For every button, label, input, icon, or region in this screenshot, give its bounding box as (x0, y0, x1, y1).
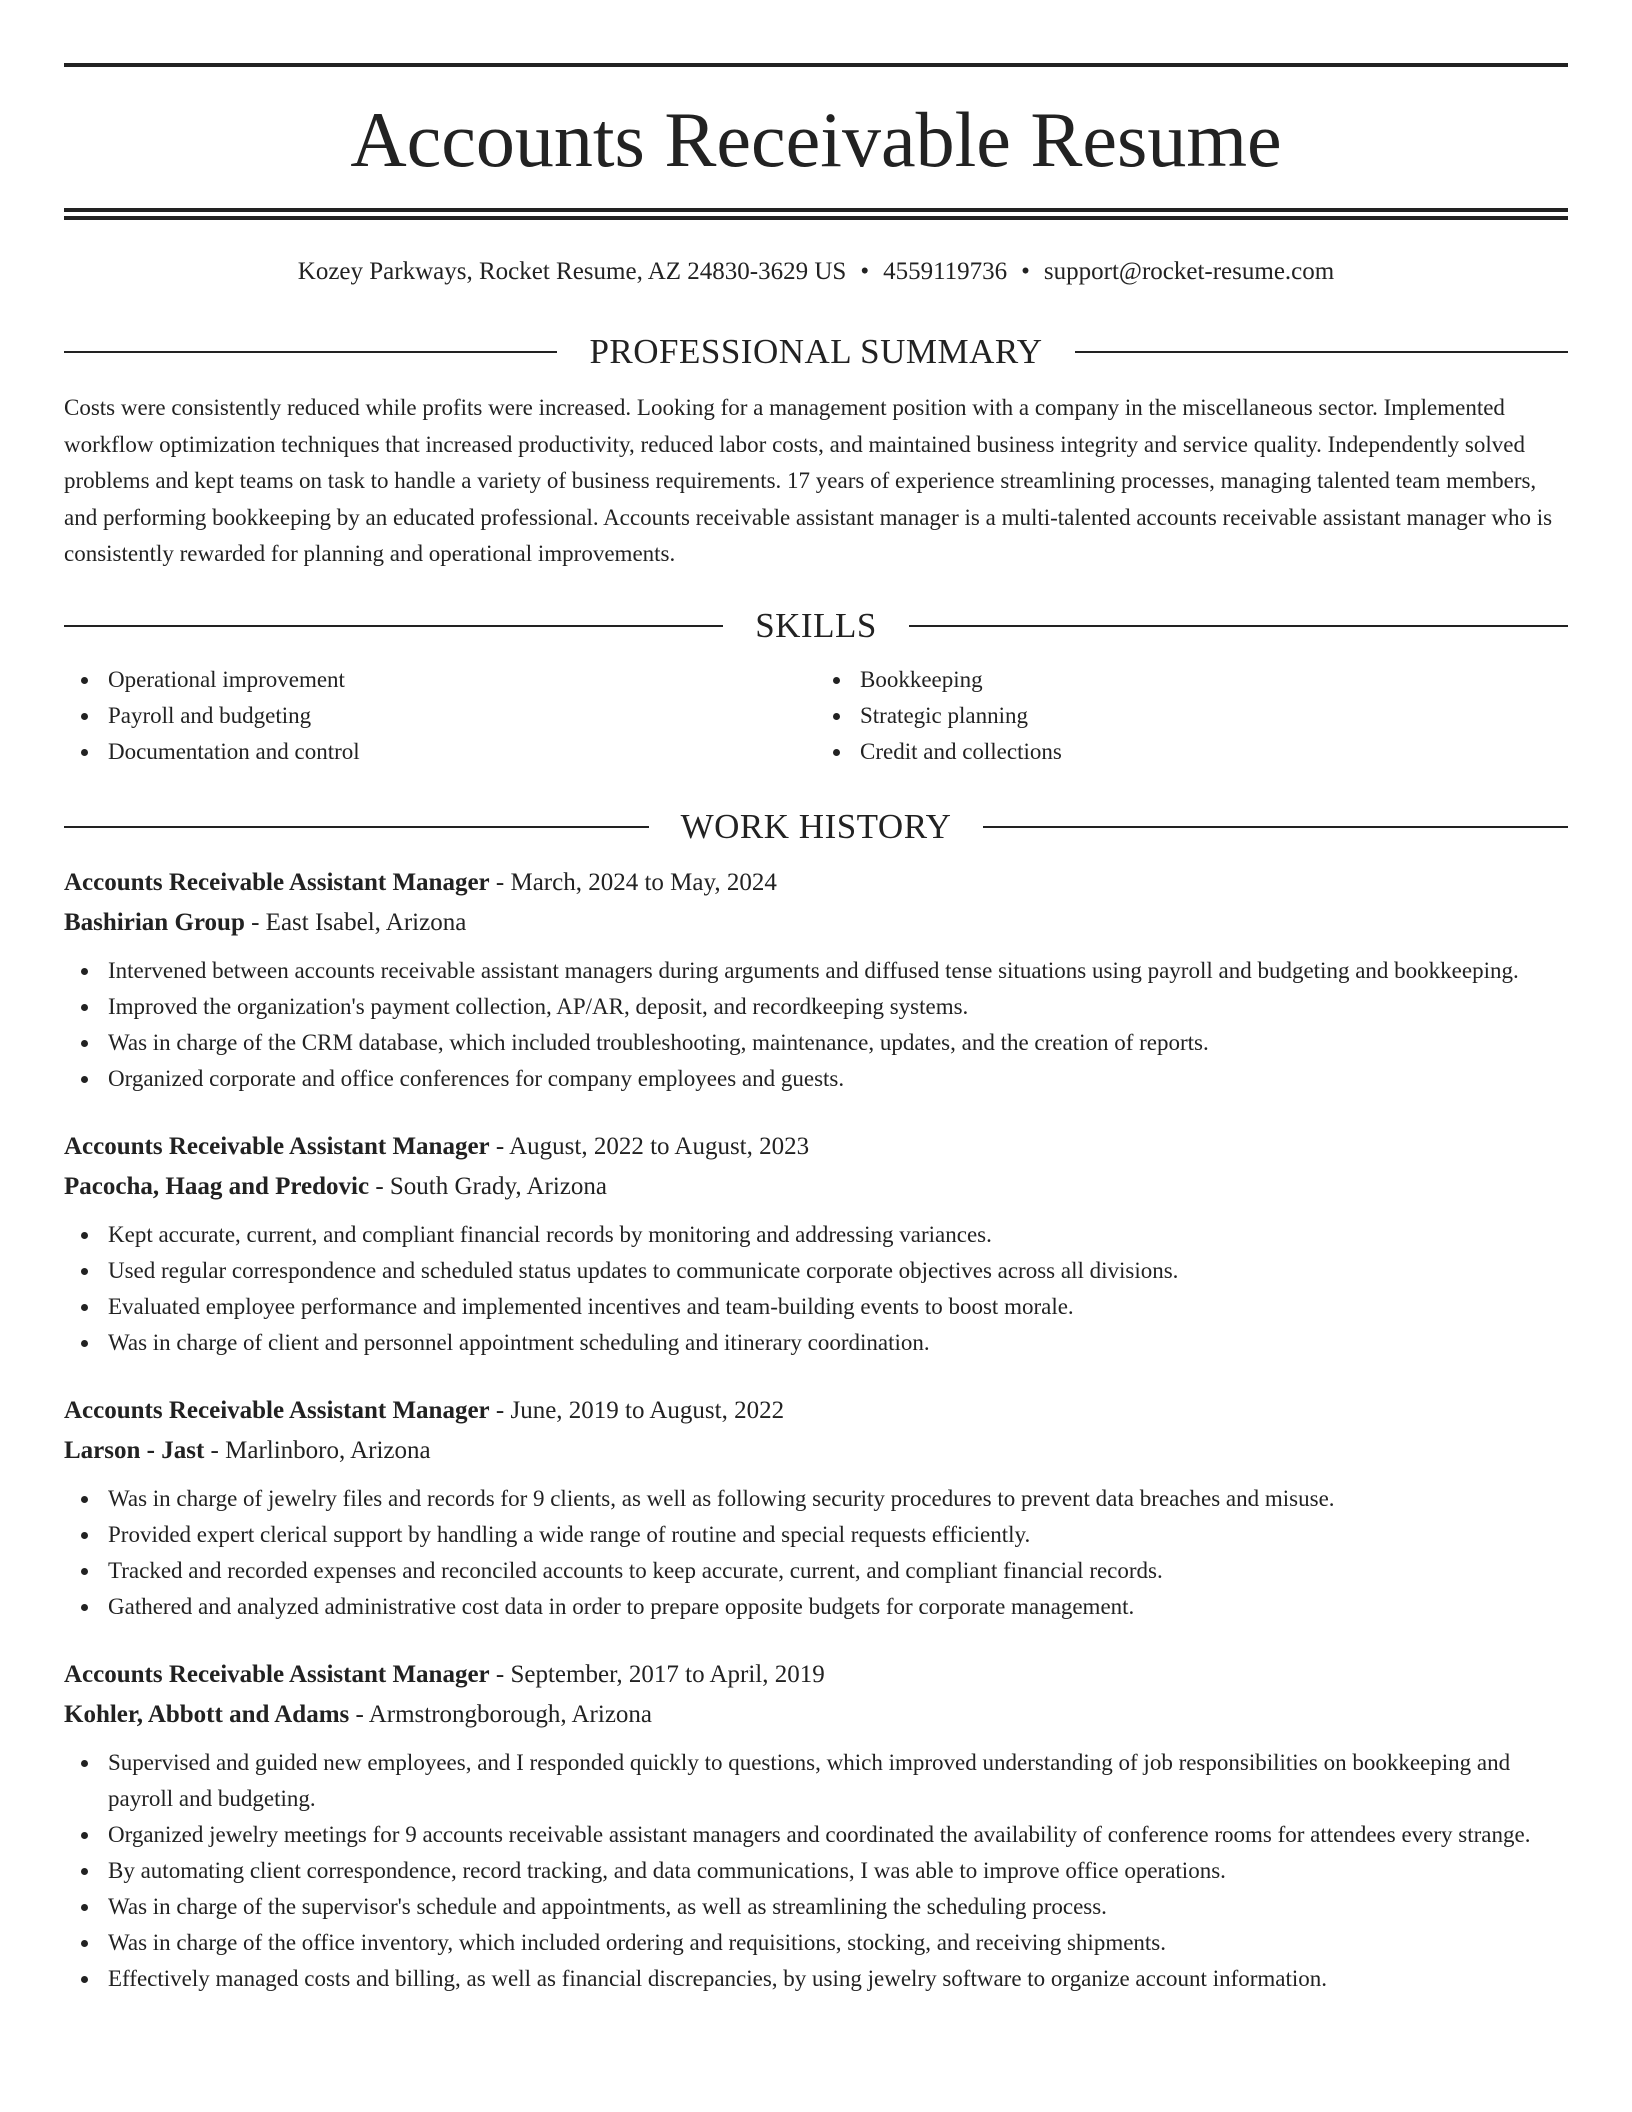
skill-item: Operational improvement (64, 662, 816, 698)
job-bullet: Improved the organization's payment collection, AP/AR, deposit, and recordkeeping systems. (64, 989, 1568, 1025)
heading-rule-left (64, 826, 649, 828)
job-dates: - June, 2019 to August, 2022 (495, 1397, 785, 1424)
job-bullet: Evaluated employee performance and implemented incentives and team-building events to boost morale. (64, 1289, 1568, 1325)
section-heading (64, 805, 1568, 849)
job-location: - Marlinboro, Arizona (210, 1437, 431, 1464)
job-bullets (64, 1217, 1568, 1361)
job-entry (64, 1127, 1568, 1361)
skill-item: Bookkeeping (816, 662, 1568, 698)
job-company-line (64, 1431, 1568, 1471)
job-bullet: Supervised and guided new employees, and I responded quickly to questions, which improved understanding of job responsibilities on bookkeeping and payroll and budgeting. (64, 1745, 1568, 1817)
company-name: Pacocha, Haag and Predovic (64, 1173, 370, 1200)
contact-phone: 4559119736 (883, 258, 1008, 285)
job-bullet: Organized corporate and office conferences for company employees and guests. (64, 1061, 1568, 1097)
job-location: - South Grady, Arizona (375, 1173, 607, 1200)
contact-line (64, 252, 1568, 292)
skills-list-left (64, 662, 816, 770)
job-bullet: Tracked and recorded expenses and reconciled accounts to keep accurate, current, and compliant financial records. (64, 1553, 1568, 1589)
section-heading (64, 604, 1568, 648)
section-title: WORK HISTORY (680, 807, 952, 846)
heading-rule-left (64, 625, 723, 627)
job-company-line (64, 1695, 1568, 1735)
section-title: PROFESSIONAL SUMMARY (589, 332, 1043, 371)
job-title: Accounts Receivable Assistant Manager (64, 869, 490, 896)
job-bullets (64, 953, 1568, 1097)
job-dates: - September, 2017 to April, 2019 (495, 1661, 825, 1688)
section-title: SKILLS (755, 606, 877, 645)
job-bullet: Kept accurate, current, and compliant financial records by monitoring and addressing variances. (64, 1217, 1568, 1253)
section-heading (64, 330, 1568, 374)
contact-email: support@rocket-resume.com (1043, 258, 1335, 285)
heading-rule-right (1075, 351, 1568, 353)
job-title-line (64, 1391, 1568, 1431)
heading-rule-left (64, 351, 557, 353)
job-entry (64, 1655, 1568, 1997)
title-double-rule (64, 208, 1568, 220)
job-dates: - March, 2024 to May, 2024 (495, 869, 777, 896)
skills-columns (64, 662, 1568, 770)
job-bullet: Organized jewelry meetings for 9 accounts receivable assistant managers and coordinated the availability of conference rooms for attendees every strange. (64, 1817, 1568, 1853)
job-title: Accounts Receivable Assistant Manager (64, 1133, 490, 1160)
job-bullet: Was in charge of client and personnel appointment scheduling and itinerary coordination. (64, 1325, 1568, 1361)
job-bullets (64, 1745, 1568, 1997)
job-bullet: By automating client correspondence, record tracking, and data communications, I was able to improve office operations. (64, 1853, 1568, 1889)
job-title: Accounts Receivable Assistant Manager (64, 1661, 490, 1688)
contact-separator: • (860, 258, 870, 285)
company-name: Larson - Jast (64, 1437, 205, 1464)
job-dates: - August, 2022 to August, 2023 (495, 1133, 810, 1160)
top-rule (64, 63, 1568, 67)
company-name: Kohler, Abbott and Adams (64, 1701, 350, 1728)
job-bullet: Used regular correspondence and scheduled status updates to communicate corporate objectives across all divisions. (64, 1253, 1568, 1289)
job-bullet: Was in charge of the supervisor's schedule and appointments, as well as streamlining the scheduling process. (64, 1889, 1568, 1925)
job-bullet: Intervened between accounts receivable assistant managers during arguments and diffused tense situations using payroll and budgeting and bookkeeping. (64, 953, 1568, 989)
job-bullet: Effectively managed costs and billing, as well as financial discrepancies, by using jewelry software to organize account information. (64, 1961, 1568, 1997)
job-entry (64, 1391, 1568, 1625)
job-bullets (64, 1481, 1568, 1625)
heading-rule-right (983, 826, 1568, 828)
skills-list-right (816, 662, 1568, 770)
work-history-section (64, 805, 1568, 1997)
contact-address: Kozey Parkways, Rocket Resume, AZ 24830-3629 US (297, 258, 847, 285)
job-location: - Armstrongborough, Arizona (355, 1701, 653, 1728)
job-bullet: Provided expert clerical support by handling a wide range of routine and special requests efficiently. (64, 1517, 1568, 1553)
job-bullet: Was in charge of jewelry files and records for 9 clients, as well as following security procedures to prevent data breaches and misuse. (64, 1481, 1568, 1517)
job-company-line (64, 1167, 1568, 1207)
company-name: Bashirian Group (64, 909, 245, 936)
skills-section (64, 604, 1568, 770)
job-entry (64, 863, 1568, 1097)
job-title: Accounts Receivable Assistant Manager (64, 1397, 490, 1424)
job-company-line (64, 903, 1568, 943)
skill-item: Documentation and control (64, 734, 816, 770)
skill-item: Strategic planning (816, 698, 1568, 734)
job-bullet: Gathered and analyzed administrative cost data in order to prepare opposite budgets for corporate management. (64, 1589, 1568, 1625)
job-title-line (64, 863, 1568, 903)
skill-item: Payroll and budgeting (64, 698, 816, 734)
skill-item: Credit and collections (816, 734, 1568, 770)
job-title-line (64, 1127, 1568, 1167)
contact-separator: • (1021, 258, 1030, 285)
heading-rule-right (909, 625, 1568, 627)
job-bullet: Was in charge of the CRM database, which included troubleshooting, maintenance, updates, and the creation of reports. (64, 1025, 1568, 1061)
summary-text: Costs were consistently reduced while profits were increased. Looking for a management position with a company in the miscellaneous sector. Implemented workflow optimization techniques that increased productivity, reduced labor costs, and maintained business integrity and service quality. Independently solved problems and kept teams on task to handle a variety of business requirements. 17 years of experience streamlining processes, managing talented team members, and performing bookkeeping by an educated professional. Accounts receivable assistant manager is a multi-talented accounts receivable assistant manager who is consistently rewarded for planning and operational improvements. (64, 395, 1553, 566)
resume-title: Accounts Receivable Resume (350, 96, 1282, 183)
professional-summary-section (64, 330, 1568, 573)
job-bullet: Was in charge of the office inventory, which included ordering and requisitions, stocking, and receiving shipments. (64, 1925, 1568, 1961)
job-location: - East Isabel, Arizona (251, 909, 467, 936)
job-title-line (64, 1655, 1568, 1695)
